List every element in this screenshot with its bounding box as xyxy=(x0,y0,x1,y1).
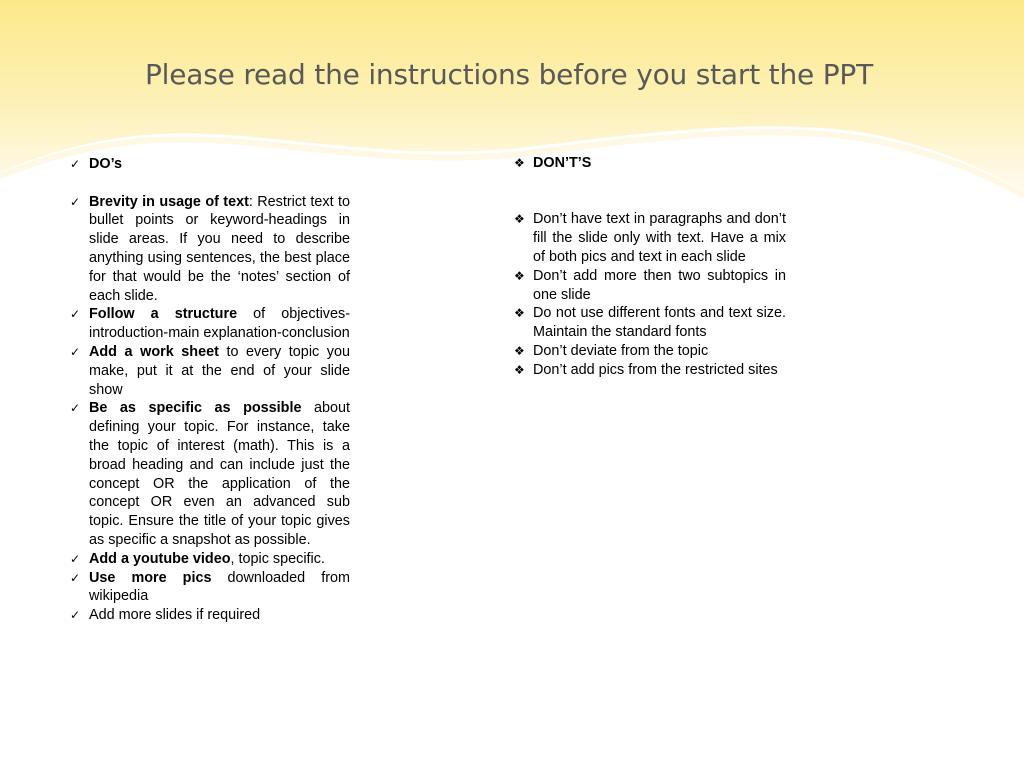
checkmark-icon: ✓ xyxy=(70,307,81,322)
checkmark-icon: ✓ xyxy=(70,551,81,566)
donts-item-restricted: ❖ Don’t add pics from the restricted sites xyxy=(514,361,778,378)
donts-item-paragraphs: ❖ Don’t have text in paragraphs and don’t fill the slide only with text. Have a mix of both pics and text in each slide xyxy=(514,211,786,265)
checkmark-icon: ✓ xyxy=(70,401,81,416)
dos-item-pics: ✓ Use more pics downloaded from wikipedia xyxy=(70,569,350,605)
donts-list xyxy=(514,154,786,380)
diamond-bullet-icon: ❖ xyxy=(514,343,525,358)
checkmark-icon: ✓ xyxy=(70,608,81,623)
donts-item-subtopics: ❖ Don’t add more then two subtopics in one slide xyxy=(514,267,786,303)
donts-item-deviate: ❖ Don’t deviate from the topic xyxy=(514,342,709,359)
checkmark-icon: ✓ xyxy=(70,344,81,359)
dos-item-worksheet: ✓ Add a work sheet to every topic you make, put it at the end of your slide show xyxy=(70,343,350,398)
donts-heading: ❖ DON’T’S xyxy=(514,155,592,171)
diamond-bullet-icon: ❖ xyxy=(514,156,525,170)
dos-list xyxy=(70,155,350,625)
dos-heading: ✓ DO’s xyxy=(70,156,123,172)
diamond-bullet-icon: ❖ xyxy=(514,306,525,321)
checkmark-icon: ✓ xyxy=(70,570,81,585)
dos-item-structure: ✓ Follow a structure of objectives-introduction-main explanation-conclusion xyxy=(70,306,350,342)
diamond-bullet-icon: ❖ xyxy=(514,362,525,377)
diamond-bullet-icon: ❖ xyxy=(514,212,525,227)
checkmark-icon: ✓ xyxy=(70,194,81,209)
diamond-bullet-icon: ❖ xyxy=(514,268,525,283)
donts-item-fonts: ❖ Do not use different fonts and text size. Maintain the standard fonts xyxy=(514,305,786,341)
dos-item-youtube: ✓ Add a youtube video, topic specific. xyxy=(70,550,325,567)
slide-title: Please read the instructions before you start the PPT xyxy=(144,58,874,91)
dos-item-brevity: ✓ Brevity in usage of text: Restrict text to bullet points or keyword-headings in slide areas. If you need to describe anything using sentences, the best place for that would be the ‘notes’ section of each slide. xyxy=(70,193,350,304)
checkmark-icon: ✓ xyxy=(70,157,81,171)
dos-item-slides: ✓ Add more slides if required xyxy=(70,607,261,624)
dos-item-specific: ✓ Be as specific as possible about defining your topic. For instance, take the topic of interest (math). This is a broad heading and can include just the concept OR the application of the concept OR even an advanced sub topic. Ensure the title of your topic gives as specific a snapshot as possible. xyxy=(70,400,351,548)
